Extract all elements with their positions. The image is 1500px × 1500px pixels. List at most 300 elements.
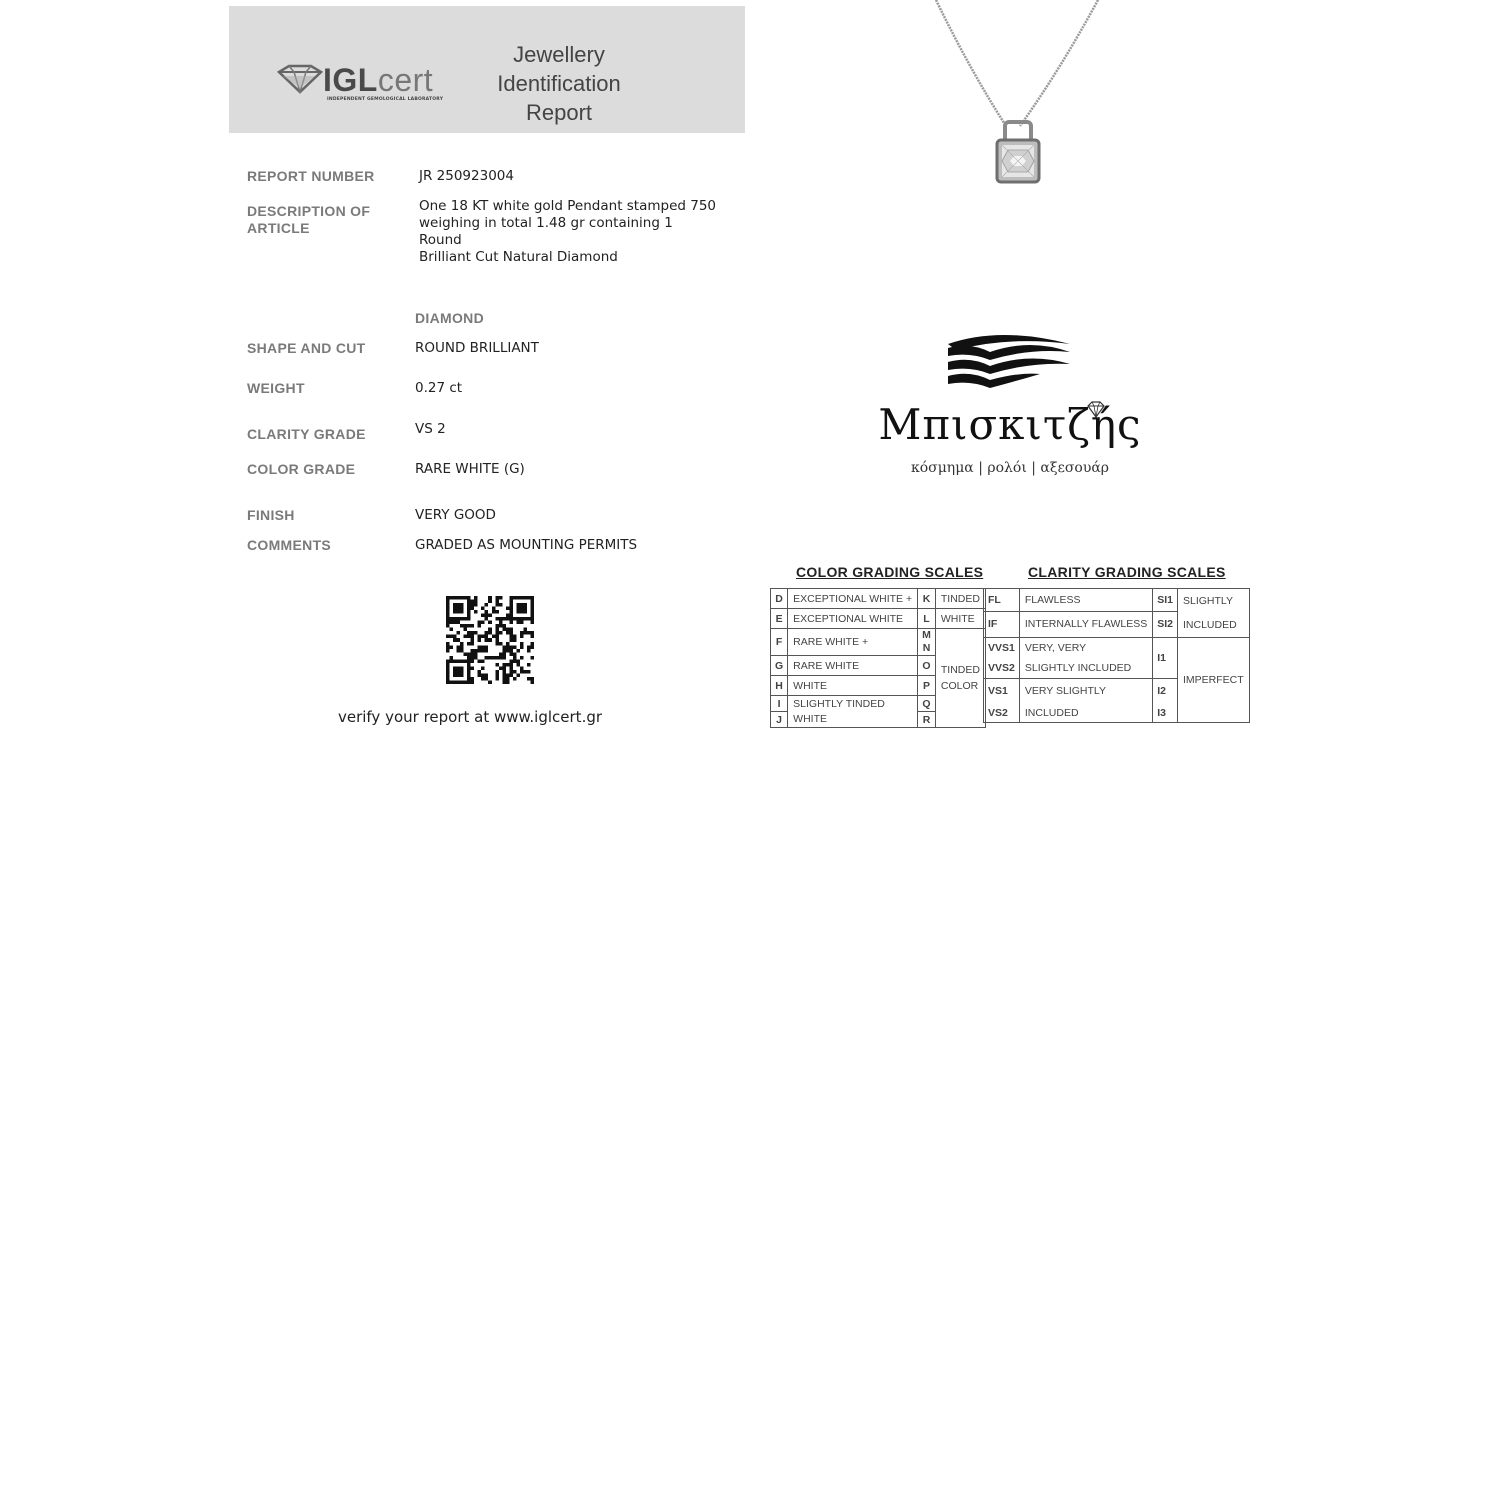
qr-module [450,596,454,600]
color-code: L [918,609,936,629]
qr-module [457,645,461,649]
qr-module [499,617,503,621]
qr-module [495,670,499,674]
qr-module [478,645,482,649]
qr-module [499,621,503,625]
qr-module [527,631,531,635]
qr-module [488,680,492,684]
qr-module [506,677,510,681]
qr-module [509,610,513,614]
clarity-label: CLARITY GRADE [247,426,366,442]
clarity-code: I2 [1153,679,1178,704]
qr-module [499,624,503,628]
qr-module [520,621,524,625]
qr-module [485,635,489,639]
qr-module [478,659,482,663]
description-label-line: DESCRIPTION OF [247,203,371,219]
finish-value: VERY GOOD [415,507,496,523]
qr-module [485,673,489,677]
qr-module [478,638,482,642]
color-code: J [771,712,788,728]
qr-module [492,635,496,639]
qr-module [520,607,524,611]
qr-code[interactable] [446,596,534,684]
report-number-value: JR 250923004 [419,168,514,184]
color-scale-table [770,588,986,728]
comments-value: GRADED AS MOUNTING PERMITS [415,537,638,553]
qr-module [502,677,506,681]
qr-module [446,635,450,639]
qr-module [516,659,520,663]
weight-value: 0.27 ct [415,380,463,396]
description-label-line: ARTICLE [247,220,310,236]
qr-module [506,663,510,667]
color-code: Q [918,696,936,712]
qr-module [502,628,506,632]
qr-module [457,617,461,621]
clarity-desc: SLIGHTLY INCLUDED [1019,657,1152,679]
clarity-code: FL [984,589,1020,612]
qr-module [527,670,531,674]
qr-module [471,649,475,653]
qr-module [509,670,513,674]
qr-module [464,652,468,656]
clarity-group: IMPERFECT [1177,638,1249,723]
color-code: H [771,676,788,696]
qr-module [457,670,461,674]
qr-module [450,628,454,632]
qr-module [523,617,527,621]
qr-module [513,677,517,681]
qr-module [453,607,457,611]
clarity-scale-table [983,588,1250,723]
qr-module [495,635,499,639]
qr-module [453,673,457,677]
qr-module [446,607,450,611]
qr-module [509,666,513,670]
qr-module [488,638,492,642]
qr-module [481,607,485,611]
qr-module [453,638,457,642]
qr-module [530,656,534,660]
qr-module [467,610,471,614]
qr-module [467,663,471,667]
qr-module [450,635,454,639]
qr-module [495,628,499,632]
qr-module [474,603,478,607]
qr-module [457,631,461,635]
qr-module [450,680,454,684]
qr-module [460,610,464,614]
qr-module [513,635,517,639]
comments-label: COMMENTS [247,537,332,553]
qr-module [488,628,492,632]
clarity-code: VS1 [984,679,1020,704]
finish-label: FINISH [247,507,295,523]
qr-module [509,645,513,649]
qr-module [478,670,482,674]
qr-module [495,663,499,667]
qr-module [516,617,520,621]
qr-module [471,659,475,663]
color-code: D [771,589,788,609]
qr-module [481,614,485,618]
qr-module [530,617,534,621]
qr-module [488,596,492,600]
qr-module [446,610,450,614]
report-title [484,40,634,127]
qr-module [509,635,513,639]
qr-module [467,635,471,639]
qr-module [513,638,517,642]
qr-module [467,603,471,607]
qr-module [530,610,534,614]
qr-module [485,645,489,649]
color-code: N [922,642,931,654]
qr-module [530,614,534,618]
color-scale-title: COLOR GRADING SCALES [796,564,984,580]
qr-module [485,603,489,607]
qr-module [460,607,464,611]
clarity-scale-title: CLARITY GRADING SCALES [1028,564,1226,580]
clarity-code: I3 [1153,703,1178,723]
qr-module [492,607,496,611]
qr-module [495,677,499,681]
qr-module [471,631,475,635]
color-value: RARE WHITE (G) [415,461,525,477]
qr-module [509,596,513,600]
qr-module [527,649,531,653]
qr-module [502,666,506,670]
qr-module [467,600,471,604]
clarity-code: I1 [1153,638,1178,679]
qr-module [446,677,450,681]
qr-module [457,649,461,653]
qr-module [530,621,534,625]
qr-module [446,680,450,684]
qr-module [488,631,492,635]
qr-module [506,631,510,635]
qr-module [481,659,485,663]
qr-module [471,638,475,642]
qr-module [457,638,461,642]
qr-module [502,670,506,674]
clarity-code: SI1 [1153,589,1178,612]
store-brand [860,330,1160,490]
qr-module [485,656,489,660]
qr-module [523,670,527,674]
qr-module [446,621,450,625]
qr-module [485,631,489,635]
qr-module [506,614,510,618]
qr-module [527,663,531,667]
qr-module [457,680,461,684]
qr-module [509,621,513,625]
logo-wordmark: IGLcert [323,62,434,98]
table-row [984,638,1250,658]
qr-module [530,677,534,681]
qr-module [450,621,454,625]
qr-module [509,603,513,607]
qr-module [488,614,492,618]
color-desc: EXCEPTIONAL WHITE + [788,589,918,609]
logo-subtitle: INDEPENDENT GEMOLOGICAL LABORATORY [327,97,444,102]
qr-module [513,617,517,621]
qr-module [478,621,482,625]
qr-module [453,621,457,625]
qr-module [446,645,450,649]
qr-module [516,673,520,677]
qr-module [460,666,464,670]
qr-module [523,631,527,635]
qr-module [446,600,450,604]
qr-module [457,621,461,625]
qr-module [506,642,510,646]
clarity-desc: INTERNALLY FLAWLESS [1019,611,1152,637]
color-desc: WHITE [788,676,918,696]
qr-module [460,659,464,663]
qr-module [502,656,506,660]
qr-module [453,670,457,674]
qr-module [520,610,524,614]
qr-module [446,614,450,618]
clarity-code: VS2 [984,703,1020,723]
qr-module [467,624,471,628]
qr-module [467,673,471,677]
iglcert-logo [277,64,457,110]
qr-module [446,670,450,674]
qr-module [450,659,454,663]
color-group-line: COLOR [940,680,979,692]
qr-module [506,645,510,649]
qr-module [446,617,450,621]
qr-module [457,659,461,663]
clarity-code: SI2 [1153,611,1178,637]
qr-module [453,635,457,639]
qr-module [467,677,471,681]
qr-module [481,673,485,677]
clarity-code: VVS1 [984,638,1020,658]
qr-module [513,645,517,649]
qr-module [513,652,517,656]
qr-module [513,656,517,660]
qr-module [523,603,527,607]
qr-module [446,624,450,628]
clarity-code: VVS2 [984,657,1020,679]
qr-module [481,621,485,625]
clarity-group-line: INCLUDED [1182,619,1237,631]
qr-module [527,677,531,681]
color-desc: EXCEPTIONAL WHITE [788,609,918,629]
qr-module [509,663,513,667]
color-code-pair [918,629,936,656]
clarity-group-line: SLIGHTLY [1182,595,1233,607]
report-title-line: Jewellery [513,42,605,67]
qr-module [453,659,457,663]
qr-module [527,596,531,600]
qr-module [513,659,517,663]
qr-module [509,659,513,663]
qr-module [467,607,471,611]
qr-module [516,607,520,611]
qr-module [530,642,534,646]
qr-module [467,666,471,670]
qr-module [474,600,478,604]
qr-module [495,610,499,614]
qr-module [460,649,464,653]
diamond-logo-icon [277,64,323,94]
qr-module [513,670,517,674]
clarity-desc: FLAWLESS [1019,589,1152,612]
qr-module [530,607,534,611]
qr-module [495,596,499,600]
qr-module [450,645,454,649]
qr-module [460,596,464,600]
clarity-code: IF [984,611,1020,637]
qr-module [527,645,531,649]
qr-module [471,600,475,604]
qr-module [516,663,520,667]
qr-module [446,663,450,667]
qr-module [506,607,510,611]
qr-module [488,621,492,625]
qr-module [457,673,461,677]
qr-module [446,673,450,677]
qr-module [492,610,496,614]
qr-module [530,635,534,639]
qr-module [474,656,478,660]
qr-module [467,670,471,674]
qr-module [457,607,461,611]
qr-module [530,645,534,649]
qr-module [530,680,534,684]
qr-module [460,645,464,649]
qr-module [513,596,517,600]
qr-module [495,642,499,646]
qr-module [485,638,489,642]
report-header [229,6,745,133]
diamond-section-heading: DIAMOND [415,310,484,326]
qr-module [464,635,468,639]
qr-module [495,603,499,607]
qr-module [485,610,489,614]
qr-module [520,670,524,674]
qr-module [509,649,513,653]
color-code: E [771,609,788,629]
qr-module [471,603,475,607]
qr-module [502,652,506,656]
qr-module [478,624,482,628]
qr-module [520,617,524,621]
qr-module [471,624,475,628]
color-desc: WHITE [788,712,918,728]
qr-module [478,649,482,653]
qr-module [467,652,471,656]
qr-module [499,596,503,600]
shape-value: ROUND BRILLIANT [415,340,539,356]
qr-module [530,596,534,600]
qr-module [516,596,520,600]
qr-module [446,596,450,600]
qr-module [485,649,489,653]
color-code: I [771,696,788,712]
qr-module [474,596,478,600]
color-code: M [922,629,931,641]
qr-module [481,666,485,670]
qr-module [457,666,461,670]
qr-module [453,610,457,614]
qr-module [488,600,492,604]
clarity-desc: VERY, VERY [1019,638,1152,658]
qr-module [509,628,513,632]
brand-name: Μπισκιτζής [878,400,1142,449]
qr-module [446,659,450,663]
qr-module [499,666,503,670]
table-row [771,589,986,609]
qr-module [520,656,524,660]
description-line: One 18 KT white gold Pendant stamped 750 [419,198,717,214]
color-group: TINDED [935,589,985,609]
qr-module [446,666,450,670]
qr-module [506,617,510,621]
qr-module [453,666,457,670]
qr-module [446,649,450,653]
description-label [247,203,370,237]
qr-module [495,624,499,628]
qr-module [495,631,499,635]
qr-module [457,603,461,607]
report-title-line: Report [525,100,593,125]
qr-module [520,596,524,600]
qr-module [481,635,485,639]
qr-module [492,656,496,660]
qr-module [523,596,527,600]
qr-module [509,652,513,656]
qr-module [471,642,475,646]
color-group-line: TINDED [940,664,980,676]
qr-module [520,631,524,635]
qr-module [478,635,482,639]
qr-module [460,642,464,646]
qr-module [509,614,513,618]
qr-module [464,659,468,663]
qr-module [499,603,503,607]
qr-module [471,680,475,684]
qr-module [460,680,464,684]
qr-module [471,666,475,670]
brand-tagline: κόσμημα | ρολόι | αξεσουάρ [910,460,1110,476]
qr-module [450,617,454,621]
report-title-line: Identification [497,71,621,96]
qr-module [467,631,471,635]
qr-module [481,649,485,653]
qr-module [474,631,478,635]
table-row [771,629,986,656]
description-line: weighing in total 1.48 gr containing 1 Round [419,215,673,248]
qr-module [481,645,485,649]
qr-module [506,628,510,632]
color-code: R [918,712,936,728]
qr-module [460,603,464,607]
color-code: O [918,656,936,676]
qr-module [523,610,527,614]
weight-label: WEIGHT [247,380,305,396]
qr-module [464,628,468,632]
clarity-value: VS 2 [415,421,446,437]
qr-module [488,656,492,660]
qr-module [520,666,524,670]
qr-module [471,635,475,639]
